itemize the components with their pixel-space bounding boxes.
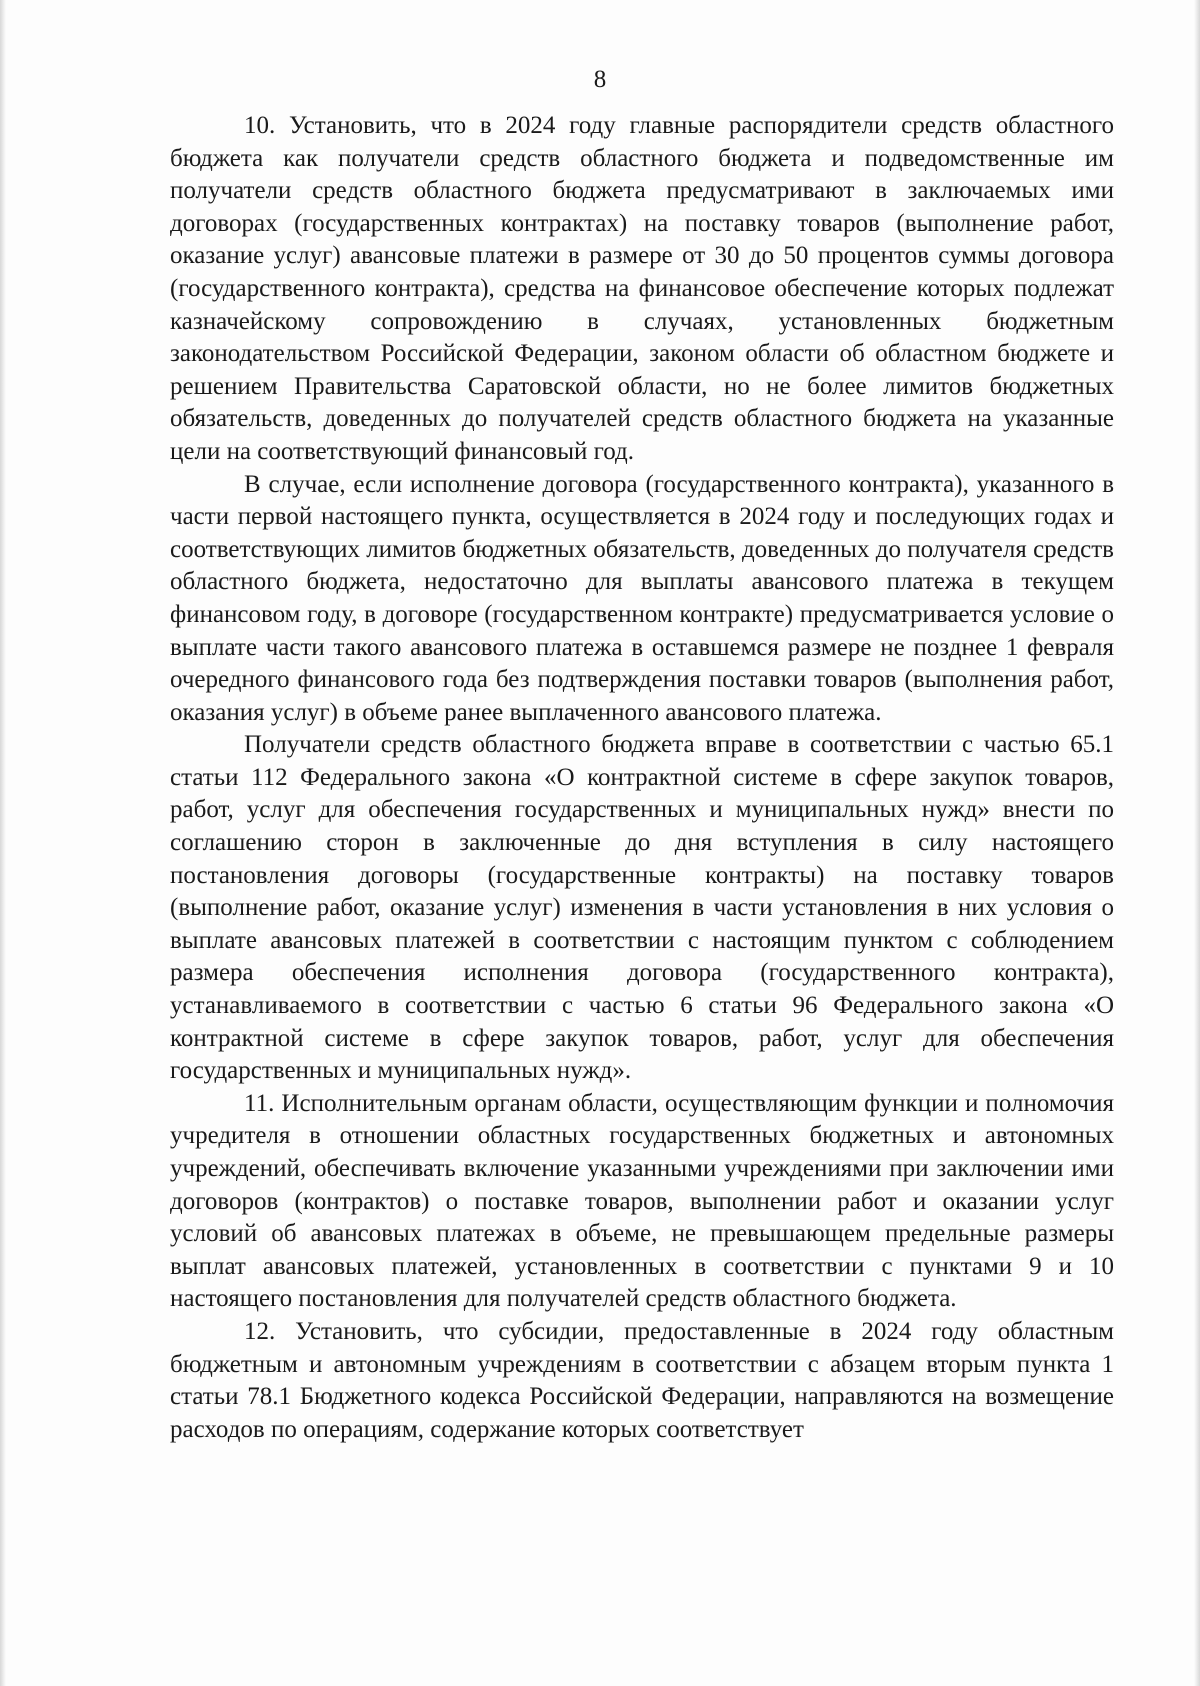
page-number: 8	[593, 66, 607, 93]
page-edge-right	[1194, 0, 1200, 1686]
paragraph-item-10: 10. Установить, что в 2024 году главные распорядители средств областного бюджета как получатели средств областного бюджета и подведомственные им получатели средств областного бюджета предусматривают в заключаемых ими договорах (государственных контрактах) на поставку товаров (выполнение работ, оказание услуг) авансовые платежи в размере от 30 до 50 процентов суммы договора (государственного контракта), средства на финансовое обеспечение которых подлежат казначейскому сопровождению в случаях, установленных бюджетным законодательством Российской Федерации, законом области об областном бюджете и решением Правительства Саратовской области, но не более лимитов бюджетных обязательств, доведенных до получателей средств областного бюджета на указанные цели на соответствующий финансовый год.	[170, 112, 1114, 465]
paragraph-item-11: 11. Исполнительным органам области, осуществляющим функции и полномочия учредителя в отношении областных государственных бюджетных и автономных учреждений, обеспечивать включение указанными учреждениями при заключении ими договоров (контрактов) о поставке товаров, выполнении работ и оказании услуг условий об авансовых платежах в объеме, не превышающем предельные размеры выплат авансовых платежей, установленных в соответствии с пунктами 9 и 10 настоящего постановления для получателей средств областного бюджета.	[170, 1089, 1114, 1313]
document-body	[170, 110, 1114, 1446]
page-edge-left	[0, 0, 6, 1686]
paragraph-item-12: 12. Установить, что субсидии, предоставленные в 2024 году областным бюджетным и автономным учреждениям в соответствии с абзацем вторым пункта 1 статьи 78.1 Бюджетного кодекса Российской Федерации, направляются на возмещение расходов по операциям, содержание которых соответствует	[170, 1317, 1114, 1443]
paragraph-advance-payment-remainder: В случае, если исполнение договора (государственного контракта), указанного в части первой настоящего пункта, осуществляется в 2024 году и последующих годах и соответствующих лимитов бюджетных обязательств, доведенных до получателя средств областного бюджета, недостаточно для выплаты авансового платежа в текущем финансовом году, в договоре (государственном контракте) предусматривается условие о выплате части такого авансового платежа в оставшемся размере не позднее 1 февраля очередного финансового года без подтверждения поставки товаров (выполнения работ, оказания услуг) в объеме ранее выплаченного авансового платежа.	[170, 470, 1114, 726]
paragraph-contract-amendments: Получатели средств областного бюджета вправе в соответствии с частью 65.1 статьи 112 Федерального закона «О контрактной системе в сфере закупок товаров, работ, услуг для обеспечения государственных и муниципальных нужд» внести по соглашению сторон в заключенные до дня вступления в силу настоящего постановления договоры (государственные контракты) на поставку товаров (выполнение работ, оказание услуг) изменения в части установления в них условия о выплате авансовых платежей в соответствии с настоящим пунктом с соблюдением размера обеспечения исполнения договора (государственного контракта), устанавливаемого в соответствии с частью 6 статьи 96 Федерального закона «О контрактной системе в сфере закупок товаров, работ, услуг для обеспечения государственных и муниципальных нужд».	[170, 731, 1114, 1085]
